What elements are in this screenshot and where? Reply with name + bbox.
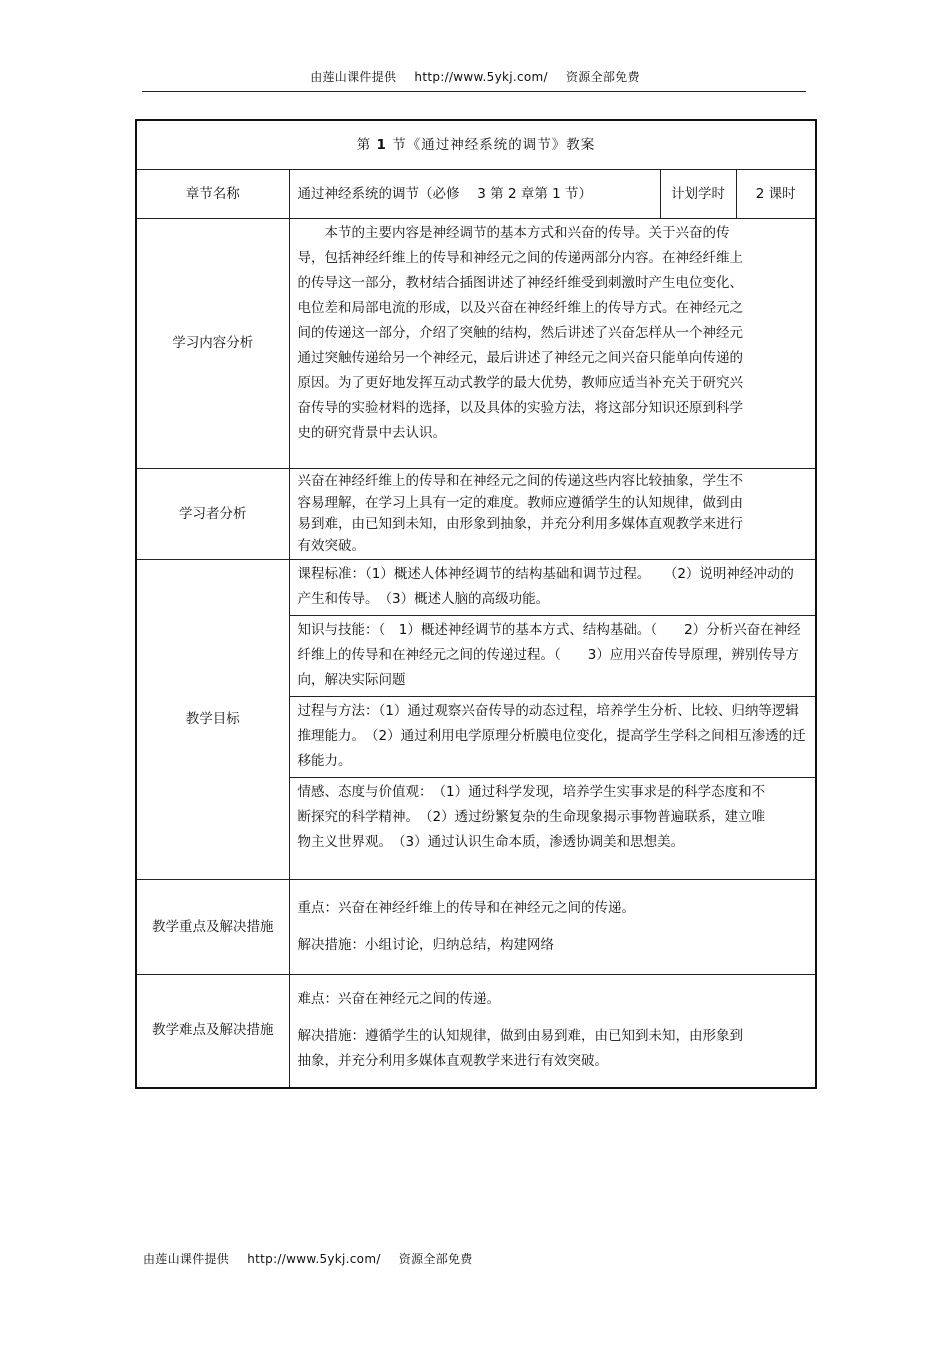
planned-hours-label: 计划学时	[660, 170, 736, 219]
learner-analysis-text: 兴奋在神经纤维上的传导和在神经元之间的传递这些内容比较抽象，学生不容易理解，在学习上具有一定的难度。教师应遵循学生的认知规律，做到由易到难，由已知到未知，由形象到抽象，并充分利用多媒体直观教学来进行有效突破。	[289, 469, 816, 560]
goal-knowledge-skills: 知识与技能：（ 1）概述神经调节的基本方式、结构基础。（ 2）分析兴奋在神经纤维上的传导和在神经元之间的传递过程。（ 3）应用兴奋传导原理，辨别传导方向，解决实际问题	[289, 616, 816, 697]
difficult-point-label: 教学难点及解决措施	[136, 975, 289, 1088]
difficult-point-cell	[289, 975, 816, 1088]
document-title: 第 1 节《通过神经系统的调节》教案	[136, 120, 816, 170]
content-analysis-label: 学习内容分析	[136, 219, 289, 469]
header-note: 资源全部免费	[565, 70, 640, 84]
key-point-label: 教学重点及解决措施	[136, 880, 289, 975]
learner-analysis-label: 学习者分析	[136, 469, 289, 560]
key-point-measure: 解决措施：小组讨论，归纳总结，构建网络	[297, 937, 554, 953]
goal-process-methods: 过程与方法：（1）通过观察兴奋传导的动态过程，培养学生分析、比较、归纳等逻辑推理能力。 （2）通过利用电学原理分析膜电位变化，提高学生学科之间相互渗透的迁移能力。	[289, 697, 816, 778]
page-header	[0, 68, 950, 85]
lesson-plan-table	[135, 119, 817, 1089]
difficult-point-text: 难点：兴奋在神经元之间的传递。	[297, 991, 500, 1008]
goal-curriculum-standard: 课程标准：（1）概述人体神经调节的结构基础和调节过程。 （2）说明神经冲动的产生和传导。 （3）概述人脑的高级功能。	[289, 560, 816, 616]
header-divider	[142, 91, 806, 92]
header-url[interactable]: http://www.5ykj.com/	[414, 70, 548, 84]
difficult-point-measure: 解决措施：遵循学生的认知规律，做到由易到难，由已知到未知，由形象到抽象，并充分利用多媒体直观教学来进行有效突破。	[297, 1028, 743, 1070]
footer-provider: 由莲山课件提供	[143, 1252, 230, 1266]
teaching-goals-label: 教学目标	[136, 560, 289, 880]
page-footer	[143, 1250, 473, 1267]
chapter-name-value: 通过神经系统的调节（必修 3 第 2 章第 1 节）	[289, 170, 660, 219]
goal-emotion-values: 情感、态度与价值观： （1）通过科学发现，培养学生实事求是的科学态度和不断探究的科学精神。 （2）透过纷繁复杂的生命现象揭示事物普遍联系，建立唯物主义世界观。 （3）通过认识生命本质，渗透协调美和思想美。	[289, 778, 816, 880]
section-number: 1	[376, 136, 387, 153]
header-provider: 由莲山课件提供	[310, 70, 397, 84]
key-point-text: 重点：兴奋在神经纤维上的传导和在神经元之间的传递。	[297, 900, 635, 916]
footer-url[interactable]: http://www.5ykj.com/	[247, 1252, 381, 1266]
footer-note: 资源全部免费	[398, 1252, 473, 1266]
planned-hours-value: 2 课时	[736, 170, 816, 219]
chapter-name-label: 章节名称	[136, 170, 289, 219]
key-point-cell	[289, 880, 816, 975]
content-analysis-text: 本节的主要内容是神经调节的基本方式和兴奋的传导。关于兴奋的传导，包括神经纤维上的传导和神经元之间的传递两部分内容。在神经纤维上的传导这一部分，教材结合插图讲述了神经纤维受到刺激时产生电位变化、电位差和局部电流的形成，以及兴奋在神经纤维上的传导方式。在神经元之间的传递这一部分，介绍了突触的结构，然后讲述了兴奋怎样从一个神经元通过突触传递给另一个神经元，最后讲述了神经元之间兴奋只能单向传递的原因。为了更好地发挥互动式教学的最大优势，教师应适当补充关于研究兴奋传导的实验材料的选择，以及具体的实验方法，将这部分知识还原到科学史的研究背景中去认识。	[289, 219, 816, 469]
